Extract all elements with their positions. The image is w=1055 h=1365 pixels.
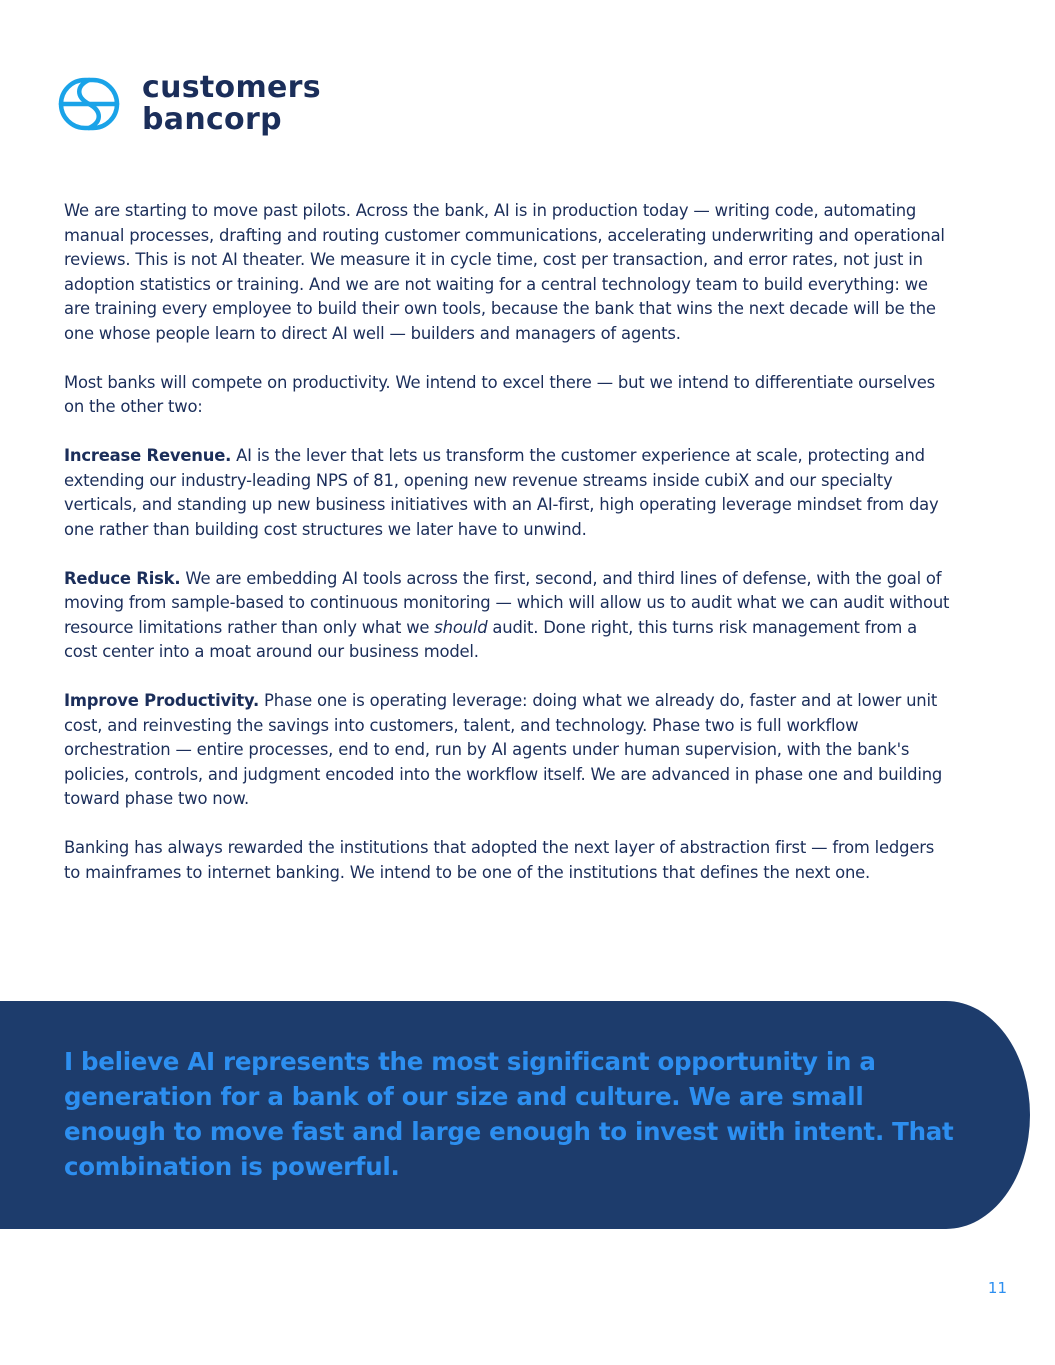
logo-line-2: bancorp (142, 102, 282, 137)
logo-wordmark (142, 72, 321, 136)
paragraph-compete-on-productivity: Most banks will compete on productivity. We intend to excel there — but we intend to differentiate ourselves on the other two: (64, 372, 935, 416)
letter-body (64, 199, 954, 910)
paragraph-ai-in-production: We are starting to move past pilots. Across the bank, AI is in production today — writing code, automating manual processes, drafting and routing customer communications, accelerating underwriting and operational reviews. This is not AI theater. We measure it in cycle time, cost per transaction, and error rates, not just in adoption statistics or training. And we are not waiting for a central technology team to build everything: we are training every employee to build their own tools, because the bank that wins the next decade will be the one whose people learn to direct AI well — builders and managers of agents. (64, 201, 945, 343)
paragraph-increase-revenue (64, 444, 954, 542)
reduce-risk-emphasis: should (434, 617, 488, 637)
increase-revenue-text: AI is the lever that lets us transform the customer experience at scale, protecting and extending our industry-leading NPS of 81, opening new revenue streams inside cubiX and our specialty verticals, and standing up new business initiatives with an AI-first, high operating leverage mindset from day one rather than building cost structures we later have to unwind. (64, 446, 939, 539)
reduce-risk-text-a: We are embedding AI tools across the first, second, and third lines of defense, with the goal of moving from sample-based to continuous monitoring — which will allow us to audit what we can audit without resource limitations rather than only what we (64, 568, 950, 637)
customers-bancorp-logo-icon (58, 77, 120, 131)
increase-revenue-heading: Increase Revenue. (64, 446, 232, 465)
reduce-risk-text-b: audit. Done right, this turns risk management from a cost center into a moat around our business model. (64, 617, 917, 661)
paragraph-improve-productivity (64, 689, 954, 812)
page-number: 11 (987, 1279, 1007, 1297)
paragraph-abstraction: Banking has always rewarded the institutions that adopted the next layer of abstraction first — from ledgers to mainframes to internet banking. We intend to be one of the institutions that defines the next one. (64, 838, 935, 882)
pull-quote-text: I believe AI represents the most significant opportunity in a generation for a bank of our size and culture. We are small enough to move fast and large enough to invest with intent. That combination is powerful. (64, 1047, 954, 1181)
improve-productivity-text: Phase one is operating leverage: doing what we already do, faster and at lower unit cost, and reinvesting the savings into customers, talent, and technology. Phase two is full workflow orchestration — entire processes, end to end, run by AI agents under human supervision, with the bank's policies, controls, and judgment encoded into the workflow itself. We are advanced in phase one and building toward phase two now. (64, 691, 943, 808)
improve-productivity-heading: Improve Productivity. (64, 691, 260, 710)
paragraph-reduce-risk (64, 567, 954, 665)
reduce-risk-heading: Reduce Risk. (64, 568, 181, 588)
company-logo (58, 70, 321, 138)
logo-line-1: customers (142, 70, 321, 105)
